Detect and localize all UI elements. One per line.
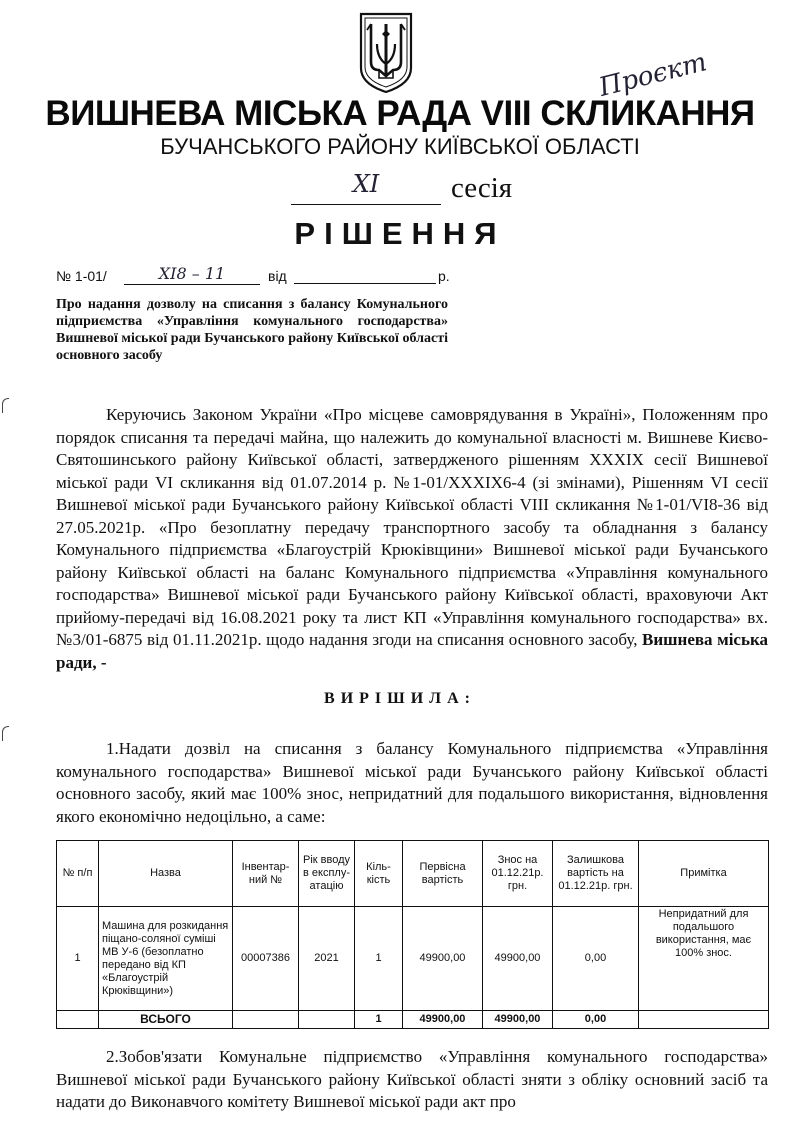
table-header-row <box>57 841 769 907</box>
total-residual: 0,00 <box>553 1011 639 1029</box>
total-label: ВСЬОГО <box>99 1011 233 1029</box>
date-suffix: р. <box>438 268 450 284</box>
preamble-paragraph <box>56 404 768 674</box>
preamble-text: Керуючись Законом України «Про місцеве самоврядування в Україні», Положенням про порядок списання та передачі майна, що належить до комунальної власності м. Вишневе Києво-Святошинського району Київської області, затвердженого рішенням XXXIX сесії Вишневої міської ради VI скликання від 01.07.2014 р. №1-01/XXXIX6-4 (зі змінами), Рішенням VI сесії Вишневої міської ради Бучанського району Київської області VIII скликання №1-01/VI8-36 від 27.05.2021р. «Про безоплатну передачу транспортного засобу та обладнання з балансу Комунального підприємства «Благоустрій Крюківщини» Вишневої міської ради Бучанського району Київської області на баланс Комунального підприємства «Управління комунального господарства» Вишневої міської ради Бучанського району Київської області, враховуючи Акт прийому-передачі від 16.08.2021 року та лист КП «Управління комунального господарства» вх. №3/01-6875 від 01.11.2021р. щодо надання згоди на списання основного засобу, <box>56 405 768 649</box>
item-2-paragraph: 2.Зобов'язати Комунальне підприємство «Управління комунального господарства» Вишневої міської ради Бучанського району Київської області зняти з обліку основний засіб та надати до Виконавчого комітету Вишневої міської ради акт про <box>56 1047 768 1111</box>
header-qty: Кіль-кість <box>355 841 403 907</box>
header-residual: Залишкова вартість на 01.12.21р. грн. <box>553 841 639 907</box>
session-number-handwritten: XI <box>291 170 441 205</box>
date-blank-line <box>294 264 436 284</box>
handwritten-project-mark: Проєкт <box>596 47 710 103</box>
cell-qty: 1 <box>355 907 403 1011</box>
council-subtitle: БУЧАНСЬКОГО РАЙОНУ КИЇВСЬКОЇ ОБЛАСТІ <box>160 134 640 159</box>
margin-mark <box>2 398 9 413</box>
asset-table <box>56 840 769 1029</box>
cell-wear: 49900,00 <box>483 907 553 1011</box>
decision-number-prefix: № 1-01/ <box>56 268 107 284</box>
cell-name: Машина для розкидання піщано-соляної суміші МВ У-6 (безоплатно передано від КП «Благоустрій Крюківщини») <box>99 907 233 1011</box>
total-initial-cost: 49900,00 <box>403 1011 483 1029</box>
item-1-paragraph: 1.Надати дозвіл на списання з балансу Комунального підприємства «Управління комунального господарства» Вишневої міської ради Бучанського району Київської області основного засобу, який має 100% знос, непридатний для подальшого використання, відновлення якого економічно недоцільно, а саме: <box>56 739 768 826</box>
table-row <box>57 907 769 1011</box>
header-wear: Знос на 01.12.21р. грн. <box>483 841 553 907</box>
header-year: Рік вводу в експлу-атацію <box>299 841 355 907</box>
resolved-heading: ВИРІШИЛА: <box>324 690 476 707</box>
cell-year: 2021 <box>299 907 355 1011</box>
margin-mark <box>2 726 9 741</box>
cell-num: 1 <box>57 907 99 1011</box>
decision-number-line <box>56 264 476 288</box>
decision-subject: Про надання дозволу на списання з балансу Комунального підприємства «Управління комунального господарства» Вишневої міської ради Бучанського району Київської області основного засобу <box>56 297 448 363</box>
total-qty: 1 <box>355 1011 403 1029</box>
date-label: від <box>268 268 287 284</box>
cell-note: Непридатний для подальшого використання, має 100% знос. <box>639 907 769 1011</box>
header-name: Назва <box>99 841 233 907</box>
trident-coat-of-arms-icon <box>357 10 415 94</box>
header-initial-cost: Первісна вартість <box>403 841 483 907</box>
cell-initial-cost: 49900,00 <box>403 907 483 1011</box>
header-num: № п/п <box>57 841 99 907</box>
total-empty-cell <box>299 1011 355 1029</box>
council-title: ВИШНЕВА МІСЬКА РАДА VIII СКЛИКАННЯ <box>45 94 755 133</box>
total-empty-cell <box>639 1011 769 1029</box>
header-note: Примітка <box>639 841 769 907</box>
total-empty-cell <box>57 1011 99 1029</box>
total-empty-cell <box>233 1011 299 1029</box>
total-wear: 49900,00 <box>483 1011 553 1029</box>
cell-inventory: 00007386 <box>233 907 299 1011</box>
cell-residual: 0,00 <box>553 907 639 1011</box>
decision-title: РІШЕННЯ <box>294 216 506 251</box>
decision-number-handwritten: XI8 – 11 <box>124 264 260 285</box>
preamble-bold-tail: Вишнева міська ради, - <box>56 630 768 672</box>
table-total-row <box>57 1011 769 1029</box>
session-label: сесія <box>451 172 513 204</box>
session-line <box>291 170 531 210</box>
header-inventory: Інвентар-ний № <box>233 841 299 907</box>
